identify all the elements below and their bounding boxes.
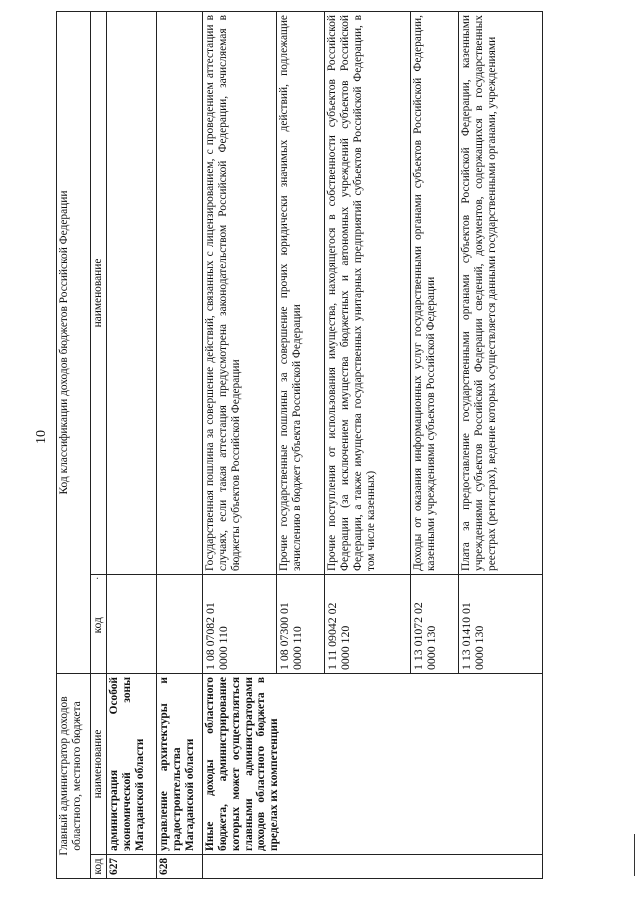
classif-name-cell: Прочие поступления от использования имущества, находящегося в собственности субъектов Российской Федерации (за исключением имущества бюджетных и автономных учреждений субъектов Российской Федерации, а также имущества государственных унитарных предприятий субъектов Российской Федерации, в том числе казенных) [324, 12, 410, 575]
table-row [106, 12, 156, 879]
classif-code-cell: 1 13 01072 02 0000 130 [410, 575, 458, 674]
classif-code-cell: 1 11 09042 02 0000 120 [324, 575, 410, 674]
classif-code-cell: 1 08 07300 01 0000 110 [276, 575, 324, 674]
classif-name-cell: Доходы от оказания информационных услуг государственными органами субъектов Российской Федерации, казенными учреждениями субъектов Российской Федерации [410, 12, 458, 575]
revenue-admin-table [56, 11, 543, 879]
classif-code-cell: 1 08 07082 01 0000 110 [202, 575, 276, 674]
admin-name-cell: администрация Особой экономической зоны Магаданской области [106, 674, 156, 855]
header-admin-code: код [91, 855, 107, 879]
stray-mark: . [90, 577, 101, 580]
classif-code-cell: 1 13 01410 01 0000 130 [458, 575, 542, 674]
header-admin-name: наименование [91, 674, 107, 855]
classif-name-cell: Государственная пошлина за совершение действий, связанных с лицензированием, с проведением аттестации в случаях, если такая аттестация предусмотрена законодательством Российской Федерации, зачисляемая в бюджеты субъектов Российской Федерации [202, 12, 276, 575]
classif-name-cell [106, 12, 156, 575]
header-admin-group: Главный администратор доходов областного, местного бюджета [57, 674, 91, 879]
header-classif-name: наименование [91, 12, 107, 575]
header-classif-code-label: код [92, 617, 104, 634]
classif-name-cell: Прочие государственные пошлины за совершение прочих юридически значимых действий, подлежащие зачислению в бюджет субъекта Российской Федерации [276, 12, 324, 575]
page-number: 10 [34, 430, 49, 444]
classif-name-cell: Плата за предоставление государственными органами субъектов Российской Федерации, казенными учреждениями субъектов Российской Федерации сведений, документов, содержащихся в государственных реестрах (регистрах), ведение которых осуществляется данными государственными органами, учреждениями [458, 12, 542, 575]
header-classif-group: Код классификации доходов бюджетов Российской Федерации [57, 12, 91, 674]
table-row [156, 12, 202, 879]
admin-code-cell [202, 855, 542, 879]
classif-code-cell [156, 575, 202, 674]
admin-name-cell-other-income: Иные доходы областного бюджета, администрирование которых может осуществляться главными администраторами доходов областного бюджета в пределах их компетенции [202, 674, 542, 855]
classif-name-cell [156, 12, 202, 575]
header-classif-code [91, 575, 107, 674]
table-row [202, 12, 276, 879]
admin-name-cell: управление архитектуры и градостроительства Магаданской области [156, 674, 202, 855]
classif-code-cell [106, 575, 156, 674]
rotated-table-container [56, 12, 640, 879]
admin-code-cell: 627 [106, 855, 156, 879]
admin-code-cell: 628 [156, 855, 202, 879]
